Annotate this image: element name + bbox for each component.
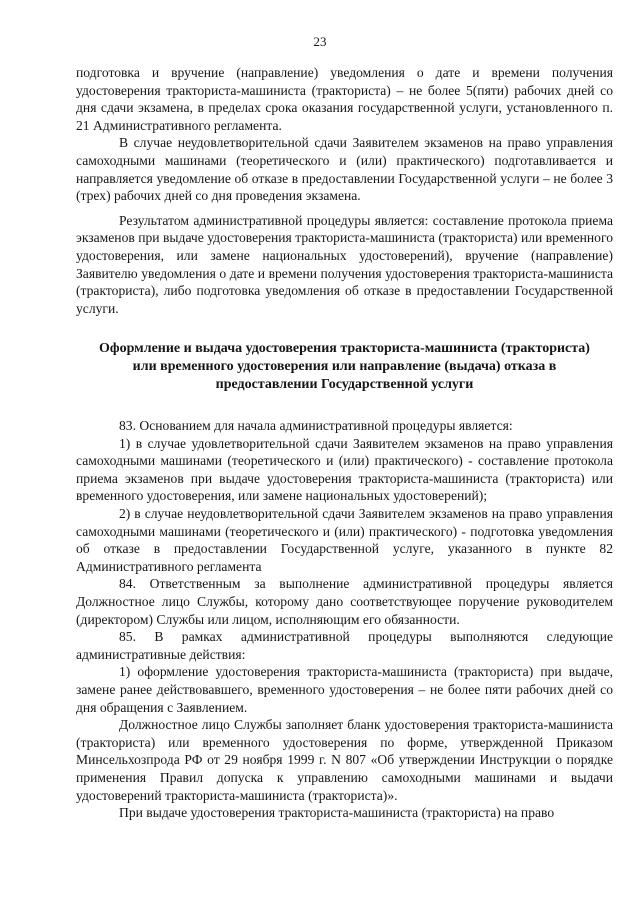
paragraph: подготовка и вручение (направление) уведомления о дате и времени получения удостоверения тракториста-машиниста (тракториста) – не более 5(пяти) рабочих дней со дня сдачи экзамена, в пределах срока оказания государственной услуги, установленного п. 21 Административного регламента. [76,65,613,133]
paragraph: При выдаче удостоверения тракториста-машиниста (тракториста) на право [119,805,555,821]
paragraph: Результатом административной процедуры является: составление протокола приема экзаменов при выдаче удостоверения тракториста-машиниста (тракториста) или временного удостоверения, или замене национальных удостоверений), вручение (направление) Заявителю уведомления о дате и времени получения удостоверения тракториста-машиниста (тракториста), либо подготовка уведомления об отказе в предоставлении Государственной услуги. [76,212,613,316]
paragraph-85: 85. В рамках административной процедуры выполняются следующие административные действия: [76,629,613,662]
list-item: 1) в случае удовлетворительной сдачи Заявителем экзаменов на право управления самоходными машинами (теоретического и (или) практического) - составление протокола приема экзаменов при выдаче удостоверения тракториста-машиниста (тракториста) или временного удостоверения, или замене национальных удостоверений); [76,435,613,504]
section-heading: Оформление и выдача удостоверения тракториста-машиниста (тракториста) или временного удостоверения или направление (выдача) отказа в предоставлении Государственной услуги [99,341,590,392]
page-number: 23 [313,34,327,49]
list-item: 1) оформление удостоверения тракториста-машиниста (тракториста) при выдаче, замене ранее действовавшего, временного удостоверения – не более пяти рабочих дней со дня обращения с Заявлением. [76,664,613,715]
paragraph-84: 84. Ответственным за выполнение административной процедуры является Должностное лицо Службы, которому дано соответствующее поручение руководителем (директором) Службы или лицом, исполняющим его обязанности. [76,576,613,627]
list-item: 2) в случае неудовлетворительной сдачи Заявителем экзаменов на право управления самоходными машинами (теоретического и (или) практического) - подготовка уведомления об отказе в предоставлении Государственной услуге, указанного в пункте 82 Административного регламента [76,506,613,574]
paragraph-83: 83. Основанием для начала административной процедуры является: [119,418,513,434]
paragraph: В случае неудовлетворительной сдачи Заявителем экзаменов на право управления самоходными машинами (теоретического и (или) практического) подготавливается и направляется уведомление об отказе в предоставлении Государственной услуги – не более 3 (трех) рабочих дней со дня проведения экзамена. [76,135,613,204]
page-content [76,64,613,822]
paragraph: Должностное лицо Службы заполняет бланк удостоверения тракториста-машиниста (тракториста) или временного удостоверения по форме, утвержденной Приказом Минсельхозпрода РФ от 29 ноября 1999 г. N 807 «Об утверждении Инструкции о порядке применения Правил допуска к управлению самоходными машинами и выдачи удостоверений тракториста-машиниста (тракториста)». [76,717,613,803]
